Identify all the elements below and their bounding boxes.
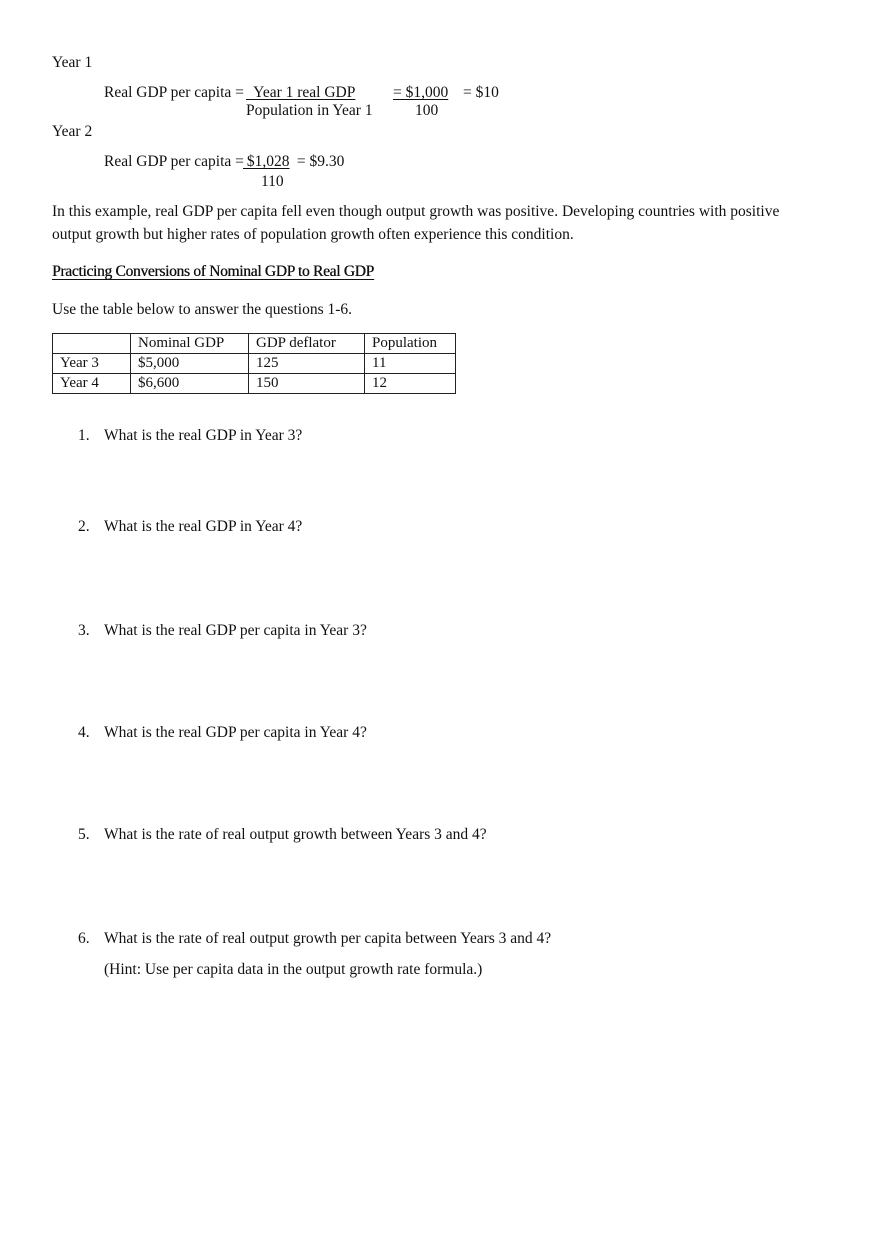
table-cell: 11 (365, 354, 456, 374)
year2-value-numerator: $1,028 (243, 153, 290, 170)
table-cell: $6,600 (131, 374, 249, 394)
table-row (53, 374, 456, 394)
table-cell: Year 4 (53, 374, 131, 394)
question-text: What is the real GDP in Year 4? (104, 518, 303, 535)
hint-text: (Hint: Use per capita data in the output growth rate formula.) (104, 961, 483, 978)
year2-label: Year 2 (52, 123, 93, 140)
year2-result: = $9.30 (293, 153, 345, 170)
question-number: 3. (78, 622, 90, 639)
table-header-cell (53, 334, 131, 354)
table-cell: 150 (249, 374, 365, 394)
question-text: What is the rate of real output growth per capita between Years 3 and 4? (104, 930, 552, 947)
instructions-text: Use the table below to answer the questions 1-6. (52, 301, 353, 318)
year1-value-numerator: = $1,000 (393, 84, 449, 101)
table-cell: 12 (365, 374, 456, 394)
table-cell: 125 (249, 354, 365, 374)
question-number: 5. (78, 826, 90, 843)
table-header-cell: Nominal GDP (131, 334, 249, 354)
table-header-cell: GDP deflator (249, 334, 365, 354)
year1-formula-numerator: Year 1 real GDP (246, 84, 356, 101)
section-heading: Practicing Conversions of Nominal GDP to Real GDP (52, 263, 374, 280)
year1-result: = $10 (463, 84, 499, 101)
gdp-data-table (52, 333, 456, 394)
year1-value-denominator: 100 (415, 102, 439, 119)
question-number: 1. (78, 427, 90, 444)
question-text: What is the real GDP per capita in Year 4? (104, 724, 367, 741)
question-number: 4. (78, 724, 90, 741)
question-number: 6. (78, 930, 90, 947)
question-text: What is the rate of real output growth between Years 3 and 4? (104, 826, 487, 843)
table-header-row (53, 334, 456, 354)
year2-formula-lhs: Real GDP per capita = (104, 153, 244, 170)
year2-value-denominator: 110 (261, 173, 284, 190)
table-cell: Year 3 (53, 354, 131, 374)
explanation-paragraph: In this example, real GDP per capita fell even though output growth was positive. Developing countries with positive output growth but higher rates of population growth often experience this condition. (52, 203, 780, 243)
year1-formula-denominator: Population in Year 1 (246, 102, 373, 119)
question-text: What is the real GDP per capita in Year 3? (104, 622, 367, 639)
table-header-cell: Population (365, 334, 456, 354)
year1-label: Year 1 (52, 54, 93, 71)
table-cell: $5,000 (131, 354, 249, 374)
table-row (53, 354, 456, 374)
question-number: 2. (78, 518, 90, 535)
year1-formula-lhs: Real GDP per capita = (104, 84, 244, 101)
question-text: What is the real GDP in Year 3? (104, 427, 303, 444)
